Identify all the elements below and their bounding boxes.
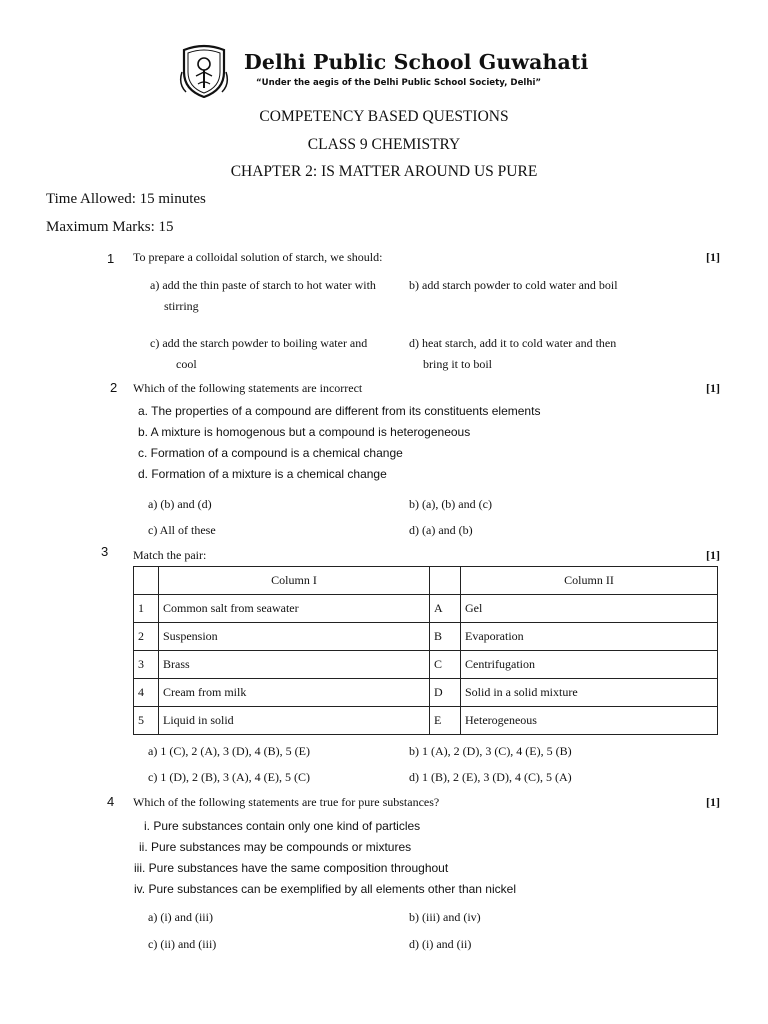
question-4-text: Which of the following statements are true for pure substances? — [133, 795, 440, 809]
q4-option-d: d) (i) and (ii) — [409, 937, 472, 951]
column-1-header: Column I — [159, 567, 430, 595]
q4-option-b: b) (iii) and (iv) — [409, 910, 481, 924]
maximum-marks: Maximum Marks: 15 — [46, 219, 174, 235]
title-competency: COMPETENCY BASED QUESTIONS — [259, 108, 509, 125]
q4-option-a: a) (i) and (iii) — [148, 910, 213, 924]
table-row: 2 Suspension B Evaporation — [134, 623, 718, 651]
question-number-1: 1 — [107, 251, 115, 266]
q3-option-d: d) 1 (B), 2 (E), 3 (D), 4 (C), 5 (A) — [409, 770, 572, 784]
q1-option-a: a) add the thin paste of starch to hot water with stirring — [150, 278, 376, 313]
question-1-mark: [1] — [706, 250, 720, 264]
q2-statement-d: d. Formation of a mixture is a chemical change — [138, 467, 387, 481]
table-header-row — [134, 567, 718, 595]
question-number-2: 2 — [110, 380, 118, 395]
question-3-mark: [1] — [706, 548, 720, 562]
table-row: 5 Liquid in solid E Heterogeneous — [134, 707, 718, 735]
q3-option-b: b) 1 (A), 2 (D), 3 (C), 4 (E), 5 (B) — [409, 744, 572, 758]
match-the-pair-table — [133, 566, 718, 735]
column-2-header: Column II — [461, 567, 718, 595]
time-allowed: Time Allowed: 15 minutes — [46, 191, 206, 207]
question-number-4: 4 — [107, 794, 115, 809]
q3-option-a: a) 1 (C), 2 (A), 3 (D), 4 (B), 5 (E) — [148, 744, 310, 758]
q4-statement-i: i. Pure substances contain only one kind of particles — [144, 819, 421, 833]
q2-statement-c: c. Formation of a compound is a chemical change — [138, 446, 403, 460]
table-row: 4 Cream from milk D Solid in a solid mixture — [134, 679, 718, 707]
question-4-mark: [1] — [706, 795, 720, 809]
q2-option-c: c) All of these — [148, 523, 216, 537]
question-2-mark: [1] — [706, 381, 720, 395]
question-1-text: To prepare a colloidal solution of starch, we should: — [133, 250, 383, 264]
table-row: 3 Brass C Centrifugation — [134, 651, 718, 679]
q4-statement-iii: iii. Pure substances have the same composition throughout — [134, 861, 449, 875]
q1-option-c: c) add the starch powder to boiling water and cool — [150, 336, 368, 371]
q2-option-b: b) (a), (b) and (c) — [409, 497, 492, 511]
title-chapter: CHAPTER 2: IS MATTER AROUND US PURE — [230, 163, 538, 180]
table-row: 1 Common salt from seawater A Gel — [134, 595, 718, 623]
q3-option-c: c) 1 (D), 2 (B), 3 (A), 4 (E), 5 (C) — [148, 770, 310, 784]
school-name: Delhi Public School Guwahati — [244, 50, 589, 74]
question-2-text: Which of the following statements are incorrect — [133, 381, 363, 395]
q2-option-a: a) (b) and (d) — [148, 497, 212, 511]
q4-option-c: c) (ii) and (iii) — [148, 937, 217, 951]
q1-option-b: b) add starch powder to cold water and boil — [409, 278, 618, 292]
q2-option-d: d) (a) and (b) — [409, 523, 473, 537]
question-number-3: 3 — [101, 544, 109, 559]
q1-option-d: d) heat starch, add it to cold water and then bring it to boil — [409, 336, 617, 371]
school-crest-icon — [178, 44, 230, 98]
school-header — [178, 44, 598, 100]
q2-statement-a: a. The properties of a compound are different from its constituents elements — [138, 404, 541, 418]
q2-statement-b: b. A mixture is homogenous but a compound is heterogeneous — [138, 425, 471, 439]
title-class: CLASS 9 CHEMISTRY — [307, 136, 461, 153]
question-3-text: Match the pair: — [133, 548, 207, 562]
q4-statement-iv: iv. Pure substances can be exemplified by all elements other than nickel — [134, 882, 516, 896]
school-tagline: “Under the aegis of the Delhi Public School Society, Delhi” — [256, 78, 542, 88]
q4-statement-ii: ii. Pure substances may be compounds or mixtures — [139, 840, 412, 854]
